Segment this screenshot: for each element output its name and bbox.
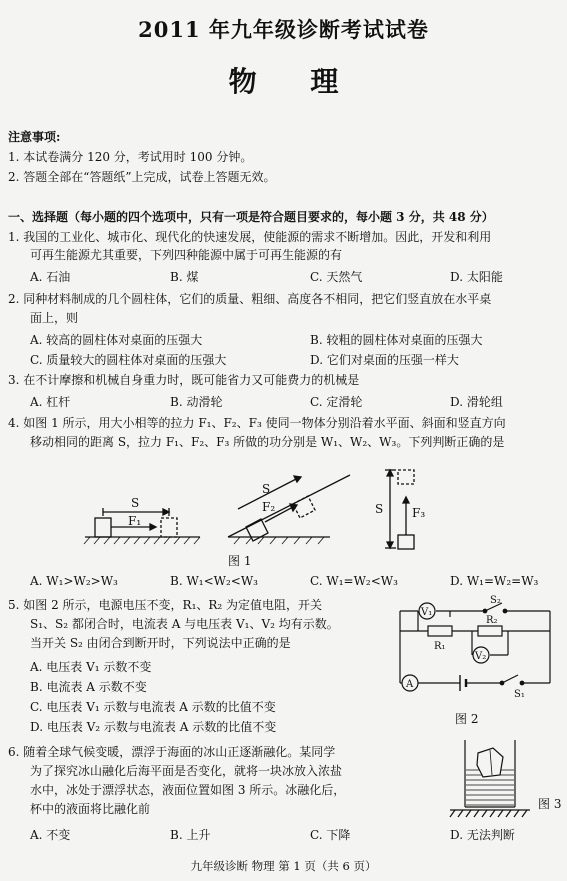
option: C. 质量较大的圆柱体对桌面的压强大: [30, 353, 227, 367]
question-text: 3. 在不计摩擦和机械自身重力时，既可能省力又可能费力的机械是: [8, 373, 360, 387]
option: D. 它们对桌面的压强一样大: [310, 353, 459, 367]
question-text: 面上，则: [30, 311, 79, 325]
question-text: 1. 我国的工业化、城市化、现代化的快速发展，使能源的需求不断增加。因此，开发和利用: [8, 230, 492, 244]
note-item: 1. 本试卷满分 120 分，考试用时 100 分钟。: [8, 150, 253, 164]
figure-1: [0, 455, 567, 567]
fig2-v2-label: V₂: [475, 651, 487, 662]
option: D. 无法判断: [450, 828, 515, 842]
question-text: 为了探究冰山融化后海平面是否变化，就将一块冰放入浓盐: [30, 764, 343, 778]
option: A. 较高的圆柱体对桌面的压强大: [30, 333, 203, 347]
option-row: [30, 574, 560, 590]
option: B. 电流表 A 示数不变: [30, 680, 147, 694]
option-row: [30, 351, 560, 367]
option: B. 动滑轮: [170, 395, 223, 409]
option-row: [30, 826, 560, 842]
figure-caption: 图 2: [455, 712, 479, 726]
fig1-f3-label: F₃: [412, 506, 426, 520]
notes-heading: 注意事项:: [8, 130, 61, 144]
section-heading: 一、选择题（每小题的四个选项中，只有一项是符合题目要求的，每小题 3 分，共 48 分）: [8, 210, 494, 224]
option-row: [30, 268, 560, 284]
question-text: 5. 如图 2 所示，电源电压不变，R₁、R₂ 为定值电阻，开关: [8, 598, 323, 612]
question-text: 移动相同的距离 S，拉力 F₁、F₂、F₃ 所做的功分别是 W₁、W₂、W₃。下列判断正确的是: [30, 435, 505, 449]
subject-title: 物 理: [228, 65, 361, 98]
option: D. W₁=W₂=W₃: [450, 574, 539, 588]
fig1-s-label: S: [375, 502, 384, 516]
fig2-r2-label: R₂: [486, 615, 498, 626]
figure-caption: 图 3: [538, 797, 562, 811]
question-text: 水中，冰处于漂浮状态，液面位置如图 3 所示。冰融化后，: [30, 783, 346, 797]
note-item: 2. 答题全部在“答题纸”上完成，试卷上答题无效。: [8, 170, 276, 184]
option: C. 电压表 V₁ 示数与电流表 A 示数的比值不变: [30, 700, 276, 714]
option: D. 滑轮组: [450, 395, 503, 409]
fig1-s-label: S: [262, 482, 271, 496]
option: A. 电压表 V₁ 示数不变: [30, 660, 152, 674]
exam-title: 2011 年九年级诊断考试试卷: [138, 17, 429, 42]
option: C. 下降: [310, 828, 351, 842]
question-text: 当开关 S₂ 由闭合到断开时，下列说法中正确的是: [30, 636, 291, 650]
option: D. 电压表 V₂ 示数与电流表 A 示数的比值不变: [30, 720, 277, 734]
figure-3-beaker: [445, 735, 540, 820]
question-text: 杯中的液面将比融化前: [30, 802, 151, 816]
option: A. 杠杆: [30, 395, 71, 409]
fig2-v1-label: V₁: [421, 607, 433, 618]
page-footer: 九年级诊断 物理 第 1 页（共 6 页）: [190, 859, 377, 873]
question-text: 可再生能源尤其重要，下列四种能源中属于可再生能源的有: [30, 248, 343, 262]
figure-2-circuit: [390, 595, 560, 705]
option-row: [30, 331, 560, 347]
option: A. W₁>W₂>W₃: [30, 574, 118, 588]
fig1-f1-label: F₁: [128, 514, 142, 528]
question-text: S₁、S₂ 都闭合时，电流表 A 与电压表 V₁、V₂ 均有示数。: [30, 617, 339, 631]
fig1-s-label: S: [131, 496, 140, 510]
question-text: 6. 随着全球气候变暖，漂浮于海面的冰山正逐渐融化。某同学: [8, 745, 336, 759]
fig1-f2-label: F₂: [262, 500, 276, 514]
option: D. 太阳能: [450, 270, 503, 284]
option: B. W₁<W₂<W₃: [170, 574, 258, 588]
fig2-s2-label: S₂: [490, 595, 501, 606]
option: A. 石油: [30, 270, 71, 284]
question-text: 4. 如图 1 所示，用大小相等的拉力 F₁、F₂、F₃ 使同一物体分别沿着水平面、斜面和竖直方向: [8, 416, 506, 430]
option: C. 定滑轮: [310, 395, 363, 409]
question-text: 2. 同种材料制成的几个圆柱体，它们的质量、粗细、高度各不相同，把它们竖直放在水平桌: [8, 292, 492, 306]
option: B. 较粗的圆柱体对桌面的压强大: [310, 333, 483, 347]
figure-caption: 图 1: [228, 554, 252, 568]
option: B. 上升: [170, 828, 211, 842]
fig2-s1-label: S₁: [514, 689, 525, 700]
option-row: [30, 393, 560, 409]
fig2-r1-label: R₁: [434, 641, 446, 652]
option: C. W₁=W₂<W₃: [310, 574, 398, 588]
option: A. 不变: [30, 828, 71, 842]
option: C. 天然气: [310, 270, 363, 284]
fig2-a-label: A: [406, 679, 414, 690]
option: B. 煤: [170, 270, 199, 284]
